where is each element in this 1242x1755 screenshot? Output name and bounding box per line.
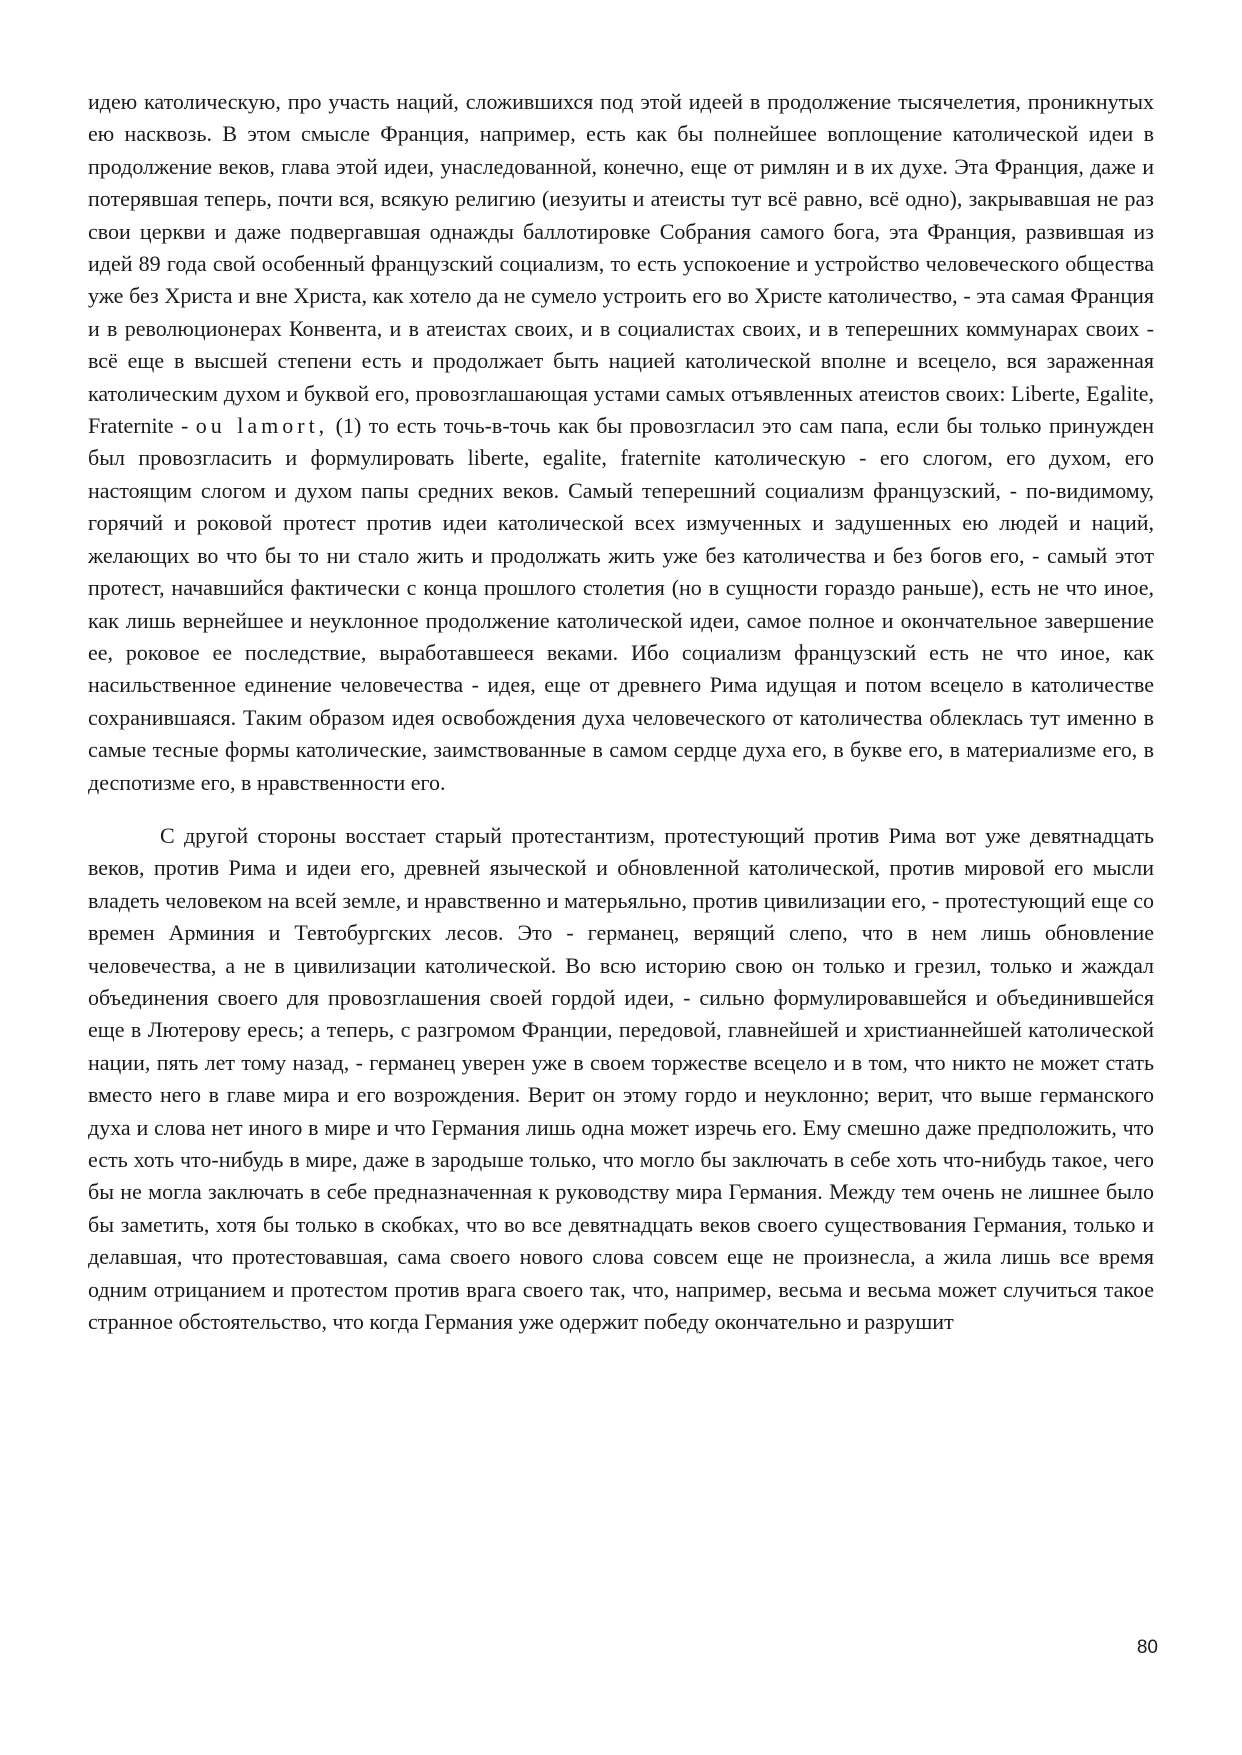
paragraph-1-text-start: идею католическую, про участь наций, сложившихся под этой идеей в продолжение тысячелетия, проникнутых ею насквозь. В этом смысле Франция, например, есть как бы полнейшее воплощение католической идеи в продолжение веков, глава этой идеи, унаследованной, конечно, еще от римлян и в их духе. Эта Франция, даже и потерявшая теперь, почти вся, всякую религию (иезуиты и атеисты тут всё равно, всё одно), закрывавшая не раз свои церкви и даже подвергавшая однажды баллотировке Собрания самого бога, эта Франция, развившая из идей 89 года свой особенный французский социализм, то есть успокоение и устройство человеческого общества уже без Христа и вне Христа, как хотело да не сумело устроить его во Христе католичество, - эта самая Франция и в революционерах Конвента, и в атеистах своих, и в социалистах своих, и в теперешних коммунарах своих - всё еще в высшей степени есть и продолжает быть нацией католической вполне и всецело, вся зараженная католическим духом и буквой его, провозглашающая устами самых отъявленных атеистов своих: Liberte, Egalite, Fraternite - bbox=[88, 89, 1154, 439]
paragraph-2: С другой стороны восстает старый протестантизм, протестующий против Рима вот уже девятнадцать веков, против Рима и идеи его, древней языческой и обновленной католической, против мировой его мысли владеть человеком на всей земле, и нравственно и матерьяльно, против цивилизации его, - протестующий еще со времен Арминия и Тевтобургских лесов. Это - германец, верящий слепо, что в нем лишь обновление человечества, а не в цивилизации католической. Во всю историю свою он только и грезил, только и жаждал объединения своего для провозглашения своей гордой идеи, - сильно формулировавшейся и объединившейся еще в Лютерову ересь; а теперь, с разгромом Франции, передовой, главнейшей и христианнейшей католической нации, пять лет тому назад, - германец уверен уже в своем торжестве всецело и в том, что никто не может стать вместо него в главе мира и его возрождения. Верит он этому гордо и неуклонно; верит, что выше германского духа и слова нет иного в мире и что Германия лишь одна может изречь его. Ему смешно даже предположить, что есть хоть что-нибудь в мире, даже в зародыше только, что могло бы заключать в себе хоть что-нибудь такое, чего бы не могла заключать в себе предназначенная к руководству мира Германия. Между тем очень не лишнее было бы заметить, хотя бы только в скобках, что во все девятнадцать веков своего существования Германия, только и делавшая, что протестовавшая, сама своего нового слова совсем еще не произнесла, а жила лишь все время одним отрицанием и протестом против врага своего так, что, например, весьма и весьма может случиться такое странное обстоятельство, что когда Германия уже одержит победу окончательно и разрушит bbox=[88, 822, 1154, 1335]
page-number: 80 bbox=[1136, 1637, 1158, 1658]
paragraph-1-text-end: (1) то есть точь-в-точь как бы провозгласил это сам папа, если бы только принужден был провозгласить и формулировать liberte, egalite, fraternite католическую - его слогом, его духом, его настоящим слогом и духом папы средних веков. Самый теперешний социализм французский, - по-видимому, горячий и роковой протест против идеи католической всех измученных и задушенных ею людей и наций, желающих во что бы то ни стало жить и продолжать жить уже без католичества и без богов его, - самый этот протест, начавшийся фактически с конца прошлого столетия (но в сущности гораздо раньше), есть не что иное, как лишь вернейшее и неуклонное продолжение католической идеи, самое полное и окончательное завершение ее, роковое ее последствие, выработавшееся веками. Ибо социализм французский есть не что иное, как насильственное единение человечества - идея, еще от древнего Рима идущая и потом всецело в католичестве сохранившаяся. Таким образом идея освобождения духа человеческого от католичества облеклась тут именно в самые тесные формы католические, заимствованные в самом сердце духа его, в букве его, в материализме его, в деспотизме его, в нравственности его. bbox=[88, 413, 1154, 795]
body-text bbox=[88, 86, 1154, 1338]
letter-spaced-phrase: ou lamort, bbox=[195, 413, 329, 439]
paragraph-1 bbox=[88, 86, 1154, 799]
